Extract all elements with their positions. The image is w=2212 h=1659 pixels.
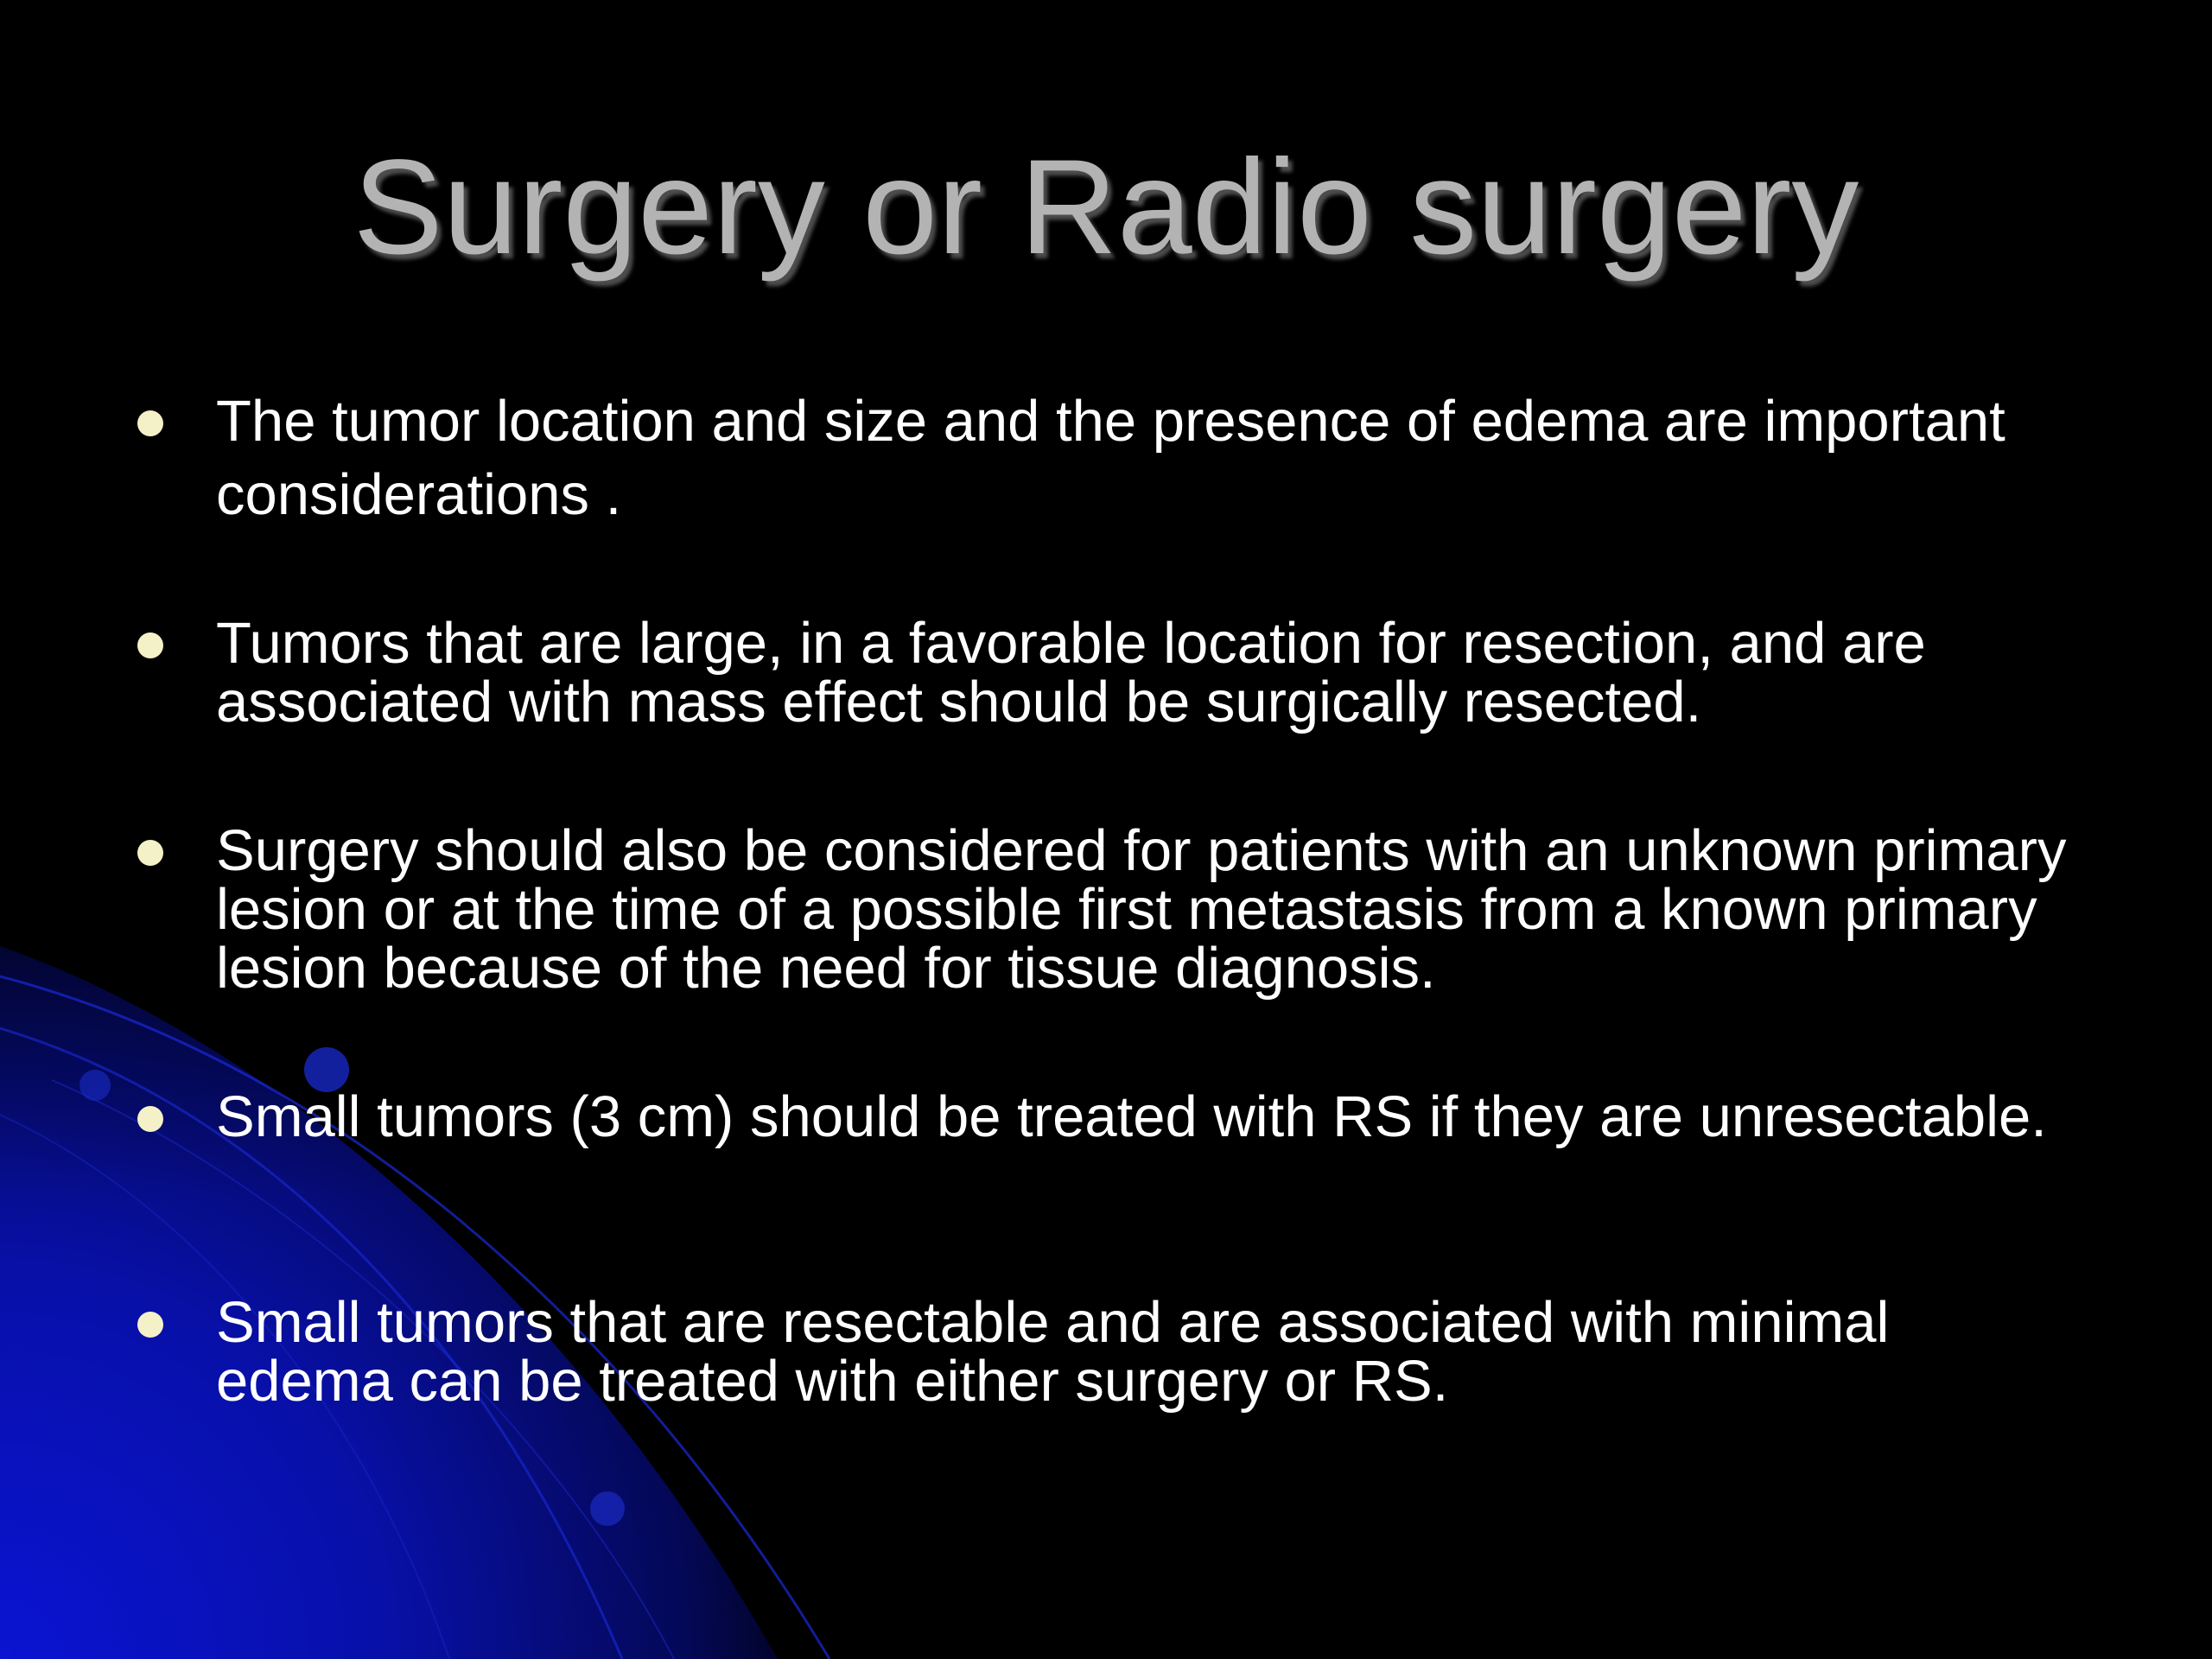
bullet-text: Tumors that are large, in a favorable location for resection, and are associated with mass effect should be surgically resected. bbox=[216, 611, 1926, 734]
bullet-dot-icon bbox=[137, 1106, 163, 1132]
bullet-item bbox=[216, 1084, 2074, 1149]
slide-title: Surgery or Radio surgery bbox=[353, 132, 1859, 283]
bullet-dot-icon bbox=[137, 1312, 163, 1338]
bullet-text: Small tumors (3 cm) should be treated with RS if they are unresectable. bbox=[216, 1084, 2047, 1149]
bullet-item bbox=[216, 385, 2074, 531]
bullet-item bbox=[216, 611, 2074, 734]
bullet-text: Surgery should also be considered for patients with an unknown primary lesion or at the time of a possible first metastasis from a known primary lesion because of the need for tissue diagnosis. bbox=[216, 818, 2067, 1001]
bullet-dot-icon bbox=[137, 410, 163, 436]
bullet-dot-icon bbox=[137, 840, 163, 866]
bullet-dot-icon bbox=[137, 632, 163, 658]
bullet-text: Small tumors that are resectable and are associated with minimal edema can be treated with either surgery or RS. bbox=[216, 1290, 1890, 1414]
bullet-item bbox=[216, 1290, 2074, 1414]
bullet-text: The tumor location and size and the presence of edema are important considerations . bbox=[216, 389, 2005, 527]
bullet-item bbox=[216, 818, 2074, 1001]
